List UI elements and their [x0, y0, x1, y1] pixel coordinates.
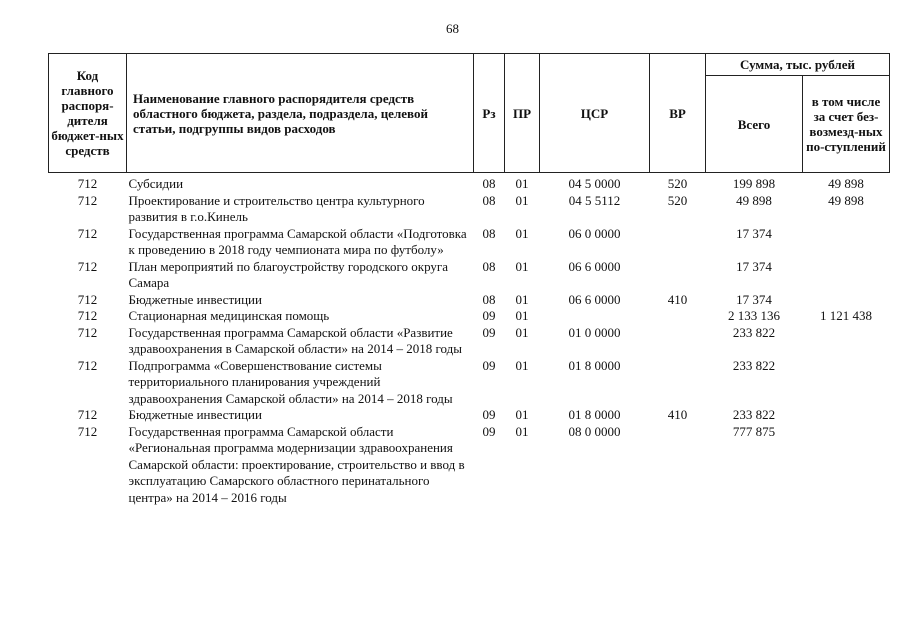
cell-vr: 520 [667, 192, 688, 208]
cell-name: Проектирование и строительство центра культурного развития в г.о.Кинель [128, 192, 425, 224]
table-row [49, 226, 890, 259]
cell-rz: 09 [482, 407, 496, 422]
cell-free [803, 424, 890, 507]
cell-total: 233 822 [732, 357, 776, 373]
cell-total: 233 822 [732, 407, 776, 422]
cell-free: 49 898 [828, 176, 864, 191]
table-row [49, 308, 890, 325]
cell-free [803, 407, 890, 424]
cell-total: 199 898 [732, 176, 776, 191]
cell-code: 712 [77, 225, 98, 241]
cell-csr: 01 8 0000 [568, 357, 621, 373]
cell-pr: 01 [515, 357, 529, 373]
cell-code: 712 [77, 291, 98, 307]
cell-pr: 01 [515, 258, 529, 274]
cell-name: Государственная программа Самарской области «Развитие здравоохранения в Самарской области» на 2014 – 2018 годы [128, 324, 462, 356]
cell-csr [540, 308, 650, 325]
table-row [49, 259, 890, 292]
cell-csr: 08 0 0000 [568, 423, 621, 439]
page-number: 68 [446, 21, 459, 36]
cell-code: 712 [77, 407, 98, 422]
header-code: Код главного распоря-дителя бюджет-ных средств [49, 54, 127, 173]
table-body [49, 173, 890, 507]
cell-pr: 01 [515, 423, 529, 439]
cell-code: 712 [77, 258, 98, 274]
cell-free: 1 121 438 [820, 308, 872, 323]
cell-rz: 08 [482, 192, 496, 208]
header-vr: ВР [650, 54, 706, 173]
cell-total: 17 374 [736, 225, 772, 241]
cell-csr: 01 0 0000 [568, 324, 621, 340]
cell-csr: 04 5 0000 [568, 176, 621, 191]
cell-name: Государственная программа Самарской области «Подготовка к проведению в 2018 году чемпионата мира по футболу» [128, 225, 467, 257]
cell-name: Субсидии [128, 176, 184, 191]
table-row [49, 424, 890, 507]
cell-rz: 08 [482, 258, 496, 274]
cell-total: 17 374 [736, 291, 772, 307]
cell-total: 777 875 [732, 423, 776, 439]
cell-code: 712 [77, 176, 98, 191]
cell-vr [650, 308, 706, 325]
cell-rz: 08 [482, 176, 496, 191]
cell-code: 712 [77, 357, 98, 373]
cell-rz: 09 [482, 423, 496, 439]
table-header [49, 54, 890, 173]
cell-vr: 520 [667, 176, 688, 191]
cell-free [803, 259, 890, 292]
cell-name: Бюджетные инвестиции [128, 407, 262, 422]
cell-code: 712 [77, 308, 98, 323]
header-pr: ПР [505, 54, 540, 173]
cell-name: Бюджетные инвестиции [128, 291, 262, 307]
cell-rz: 09 [482, 308, 496, 323]
table-row [49, 358, 890, 408]
header-csr: ЦСР [540, 54, 650, 173]
table-row [49, 325, 890, 358]
cell-vr: 410 [667, 291, 688, 307]
cell-rz: 08 [482, 291, 496, 307]
cell-total: 233 822 [732, 324, 776, 340]
cell-csr: 06 6 0000 [568, 291, 621, 307]
table-row [49, 173, 890, 193]
cell-vr [650, 259, 706, 292]
cell-name: Подпрограмма «Совершенствование системы территориального планирования учреждений здравоохранения Самарской области» на 2014 – 2018 годы [128, 357, 453, 406]
cell-total: 17 374 [736, 258, 772, 274]
cell-total: 2 133 136 [728, 308, 780, 323]
header-free: в том числе за счет без-возмезд-ных по-ступлений [803, 76, 890, 173]
cell-pr: 01 [515, 308, 529, 323]
cell-csr: 06 0 0000 [568, 225, 621, 241]
cell-free [803, 226, 890, 259]
header-rz: Рз [474, 54, 505, 173]
table-row [49, 292, 890, 309]
table-row [49, 407, 890, 424]
cell-code: 712 [77, 324, 98, 340]
cell-code: 712 [77, 192, 98, 208]
cell-csr: 04 5 5112 [568, 192, 621, 208]
cell-name: План мероприятий по благоустройству городского округа Самара [128, 258, 448, 290]
cell-free [803, 325, 890, 358]
cell-csr: 01 8 0000 [568, 407, 621, 422]
table-row [49, 193, 890, 226]
cell-code: 712 [77, 423, 98, 439]
cell-vr [650, 325, 706, 358]
cell-vr [650, 424, 706, 507]
cell-free: 49 898 [828, 192, 864, 208]
cell-name: Государственная программа Самарской области «Региональная программа модернизации здравоохранения Самарской области: проектирование, строительство и ввод в эксплуатацию Самарского областного перинатального центра» на 2014 – 2016 годы [128, 423, 465, 505]
cell-vr: 410 [667, 407, 688, 422]
cell-vr [650, 226, 706, 259]
cell-csr: 06 6 0000 [568, 258, 621, 274]
header-name: Наименование главного распорядителя средств областного бюджета, раздела, подраздела, целевой статьи, подгруппы видов расходов [127, 54, 474, 173]
cell-free [803, 358, 890, 408]
cell-vr [650, 358, 706, 408]
cell-pr: 01 [515, 324, 529, 340]
budget-table [48, 53, 890, 506]
cell-rz: 08 [482, 225, 496, 241]
cell-pr: 01 [515, 192, 529, 208]
cell-pr: 01 [515, 176, 529, 191]
cell-pr: 01 [515, 225, 529, 241]
cell-rz: 09 [482, 324, 496, 340]
cell-name: Стационарная медицинская помощь [128, 308, 330, 323]
cell-pr: 01 [515, 291, 529, 307]
header-total: Всего [706, 76, 803, 173]
cell-pr: 01 [515, 407, 529, 422]
cell-free [803, 292, 890, 309]
header-sum: Сумма, тыс. рублей [706, 54, 890, 76]
cell-total: 49 898 [736, 192, 772, 208]
cell-rz: 09 [482, 357, 496, 373]
